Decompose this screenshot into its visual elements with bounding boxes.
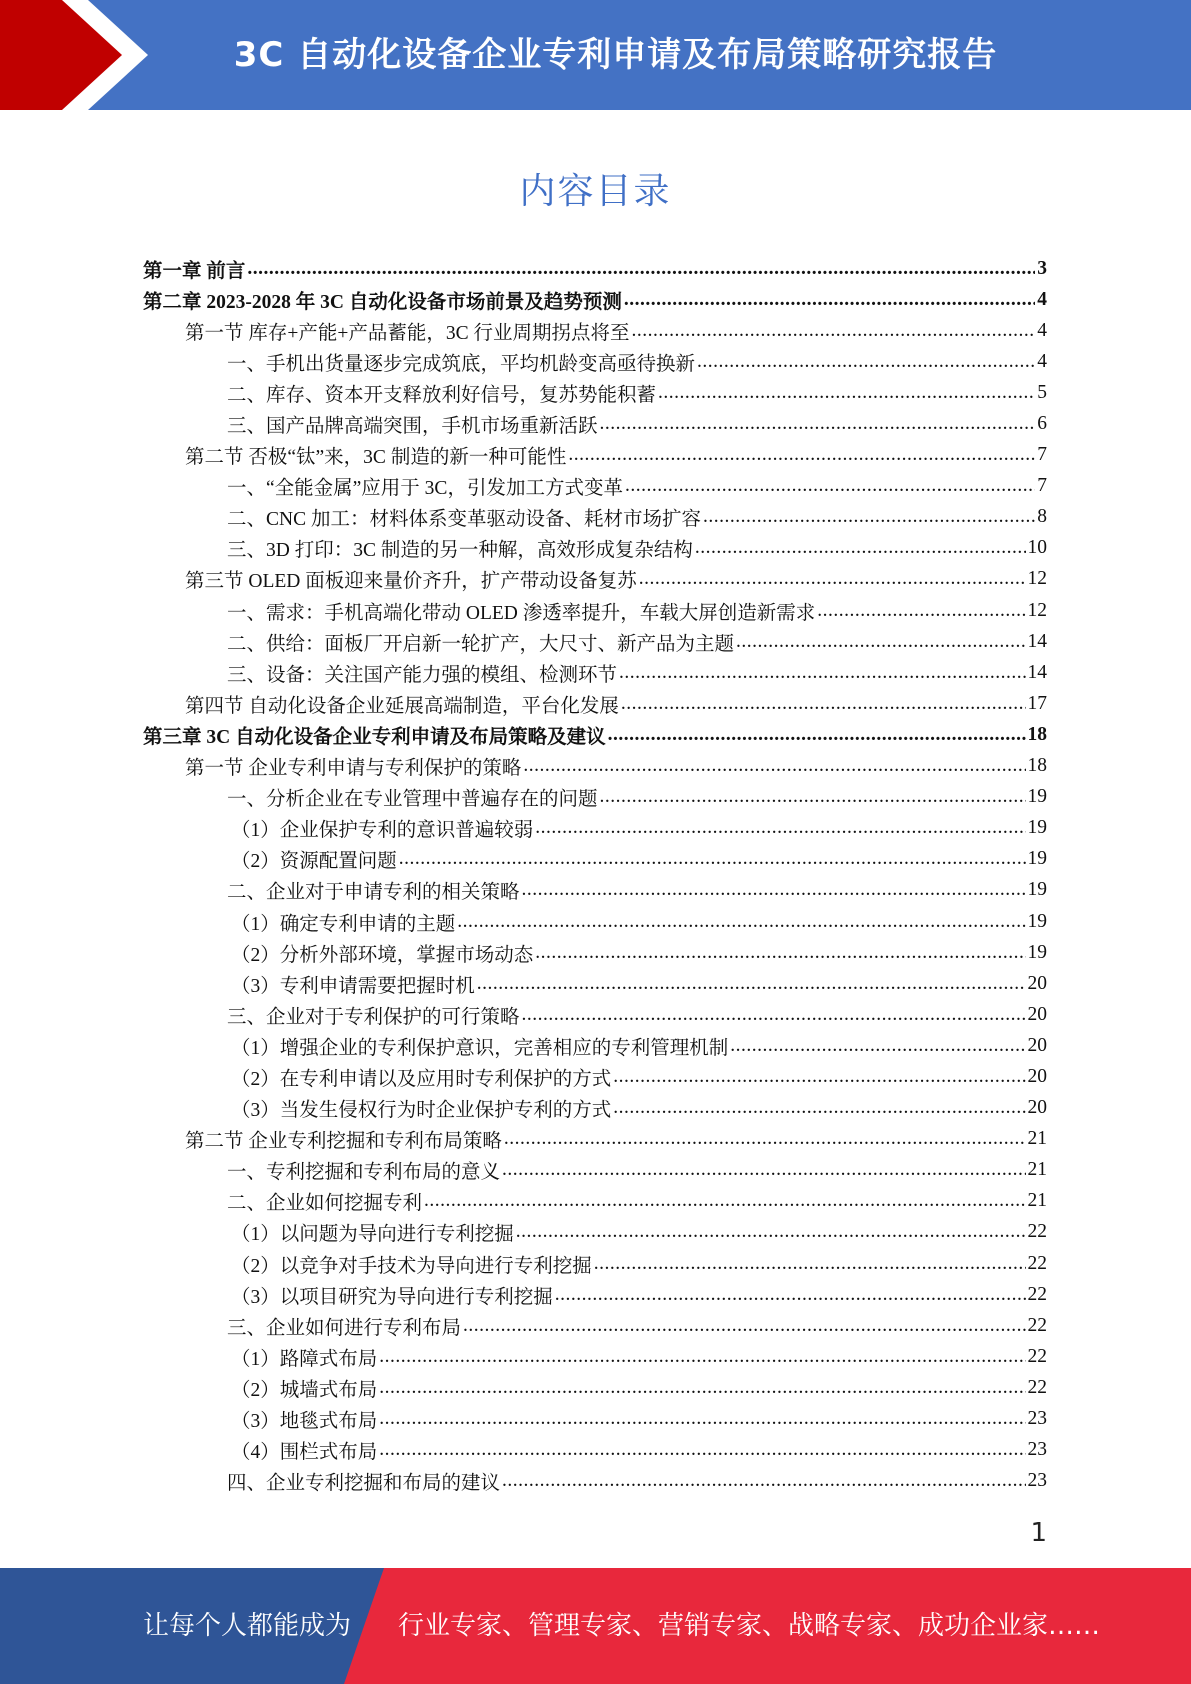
toc-entry-page: 21 xyxy=(1027,1128,1047,1150)
toc-dot-leader xyxy=(697,351,1035,373)
toc-dot-leader xyxy=(613,1066,1025,1088)
toc-entry-title: （4）围栏式布局 xyxy=(231,1442,378,1464)
toc-entry-page: 18 xyxy=(1027,755,1047,777)
toc-entry-title: 三、国产品牌高端突围，手机市场重新活跃 xyxy=(227,416,598,438)
toc-entry-title: 第一章 前言 xyxy=(143,260,246,282)
toc-entry[interactable] xyxy=(143,1403,1047,1434)
toc-entry-page: 19 xyxy=(1027,817,1047,839)
toc-entry-title: 第一节 企业专利申请与专利保护的策略 xyxy=(185,758,522,780)
toc-entry-title: 三、企业如何进行专利布局 xyxy=(227,1317,462,1339)
toc-entry[interactable] xyxy=(143,1061,1047,1092)
toc-dot-leader xyxy=(535,942,1025,964)
toc-entry[interactable] xyxy=(143,751,1047,782)
toc-entry-title: （1）增强企业的专利保护意识，完善相应的专利管理机制 xyxy=(231,1037,729,1059)
toc-entry-title: 第二节 否极“钛”来，3C 制造的新一种可能性 xyxy=(185,447,567,469)
toc-entry-page: 8 xyxy=(1037,506,1047,528)
toc-entry[interactable] xyxy=(143,782,1047,813)
toc-dot-leader xyxy=(424,1190,1025,1212)
toc-entry[interactable] xyxy=(143,1310,1047,1341)
toc-entry-page: 22 xyxy=(1027,1252,1047,1274)
toc-entry-title: 二、供给：面板厂开启新一轮扩产，大尺寸、新产品为主题 xyxy=(227,633,735,655)
toc-entry[interactable] xyxy=(143,315,1047,346)
toc-entry[interactable] xyxy=(143,968,1047,999)
toc-entry-page: 19 xyxy=(1027,879,1047,901)
toc-entry-title: 三、3D 打印：3C 制造的另一种解，高效形成复杂结构 xyxy=(227,540,693,562)
toc-entry-title: （3）当发生侵权行为时企业保护专利的方式 xyxy=(231,1100,612,1122)
toc-entry-page: 22 xyxy=(1027,1283,1047,1305)
toc-dot-leader xyxy=(379,1377,1025,1399)
toc-entry-title: 一、分析企业在专业管理中普遍存在的问题 xyxy=(227,789,598,811)
toc-entry[interactable] xyxy=(143,813,1047,844)
toc-entry[interactable] xyxy=(143,688,1047,719)
toc-dot-leader xyxy=(600,786,1026,808)
report-title: 3C 自动化设备企业专利申请及布局策略研究报告 xyxy=(233,35,998,75)
toc-entry-title: （2）分析外部环境，掌握市场动态 xyxy=(231,944,534,966)
toc-entry-title: （2）城墙式布局 xyxy=(231,1379,378,1401)
toc-dot-leader xyxy=(619,662,1025,684)
toc-entry[interactable] xyxy=(143,595,1047,626)
toc-entry-page: 22 xyxy=(1027,1345,1047,1367)
toc-entry[interactable] xyxy=(143,1186,1047,1217)
toc-entry[interactable] xyxy=(143,1372,1047,1403)
toc-entry-page: 7 xyxy=(1037,444,1047,466)
toc-entry-page: 18 xyxy=(1027,723,1047,745)
toc-entry-page: 20 xyxy=(1027,1003,1047,1025)
toc-entry-title: 四、企业专利挖掘和布局的建议 xyxy=(227,1473,501,1495)
toc-dot-leader xyxy=(502,1470,1025,1492)
toc-dot-leader xyxy=(504,1128,1026,1150)
toc-entry-title: 二、企业如何挖掘专利 xyxy=(227,1193,423,1215)
toc-entry[interactable] xyxy=(143,937,1047,968)
toc-entry-title: （3）地毯式布局 xyxy=(231,1411,378,1433)
toc-entry[interactable] xyxy=(143,1341,1047,1372)
toc-dot-leader xyxy=(379,1408,1025,1430)
toc-entry-title: 三、企业对于专利保护的可行策略 xyxy=(227,1006,520,1028)
toc-entry[interactable] xyxy=(143,844,1047,875)
toc-entry[interactable] xyxy=(143,1155,1047,1186)
toc-dot-leader xyxy=(817,600,1025,622)
toc-entry-title: 二、CNC 加工：材料体系变革驱动设备、耗材市场扩容 xyxy=(227,509,701,531)
toc-dot-leader xyxy=(555,1284,1026,1306)
toc-entry-page: 14 xyxy=(1027,661,1047,683)
toc-entry-title: （2）在专利申请以及应用时专利保护的方式 xyxy=(231,1068,612,1090)
toc-entry-title: （1）企业保护专利的意识普遍较弱 xyxy=(231,820,534,842)
toc-dot-leader xyxy=(379,1439,1025,1461)
toc-entry[interactable] xyxy=(143,999,1047,1030)
toc-entry-page: 19 xyxy=(1027,786,1047,808)
toc-entry-title: 第三节 OLED 面板迎来量价齐升，扩产带动设备复苏 xyxy=(185,571,637,593)
toc-entry-page: 12 xyxy=(1027,568,1047,590)
toc-entry-title: 第二节 企业专利挖掘和专利布局策略 xyxy=(185,1131,502,1153)
toc-dot-leader xyxy=(535,817,1025,839)
toc-dot-leader xyxy=(247,258,1035,280)
toc-entry-title: 一、需求：手机高端化带动 OLED 渗透率提升，车载大屏创造新需求 xyxy=(227,602,816,624)
toc-entry-page: 20 xyxy=(1027,1065,1047,1087)
toc-entry-page: 19 xyxy=(1027,910,1047,932)
toc-entry-page: 7 xyxy=(1037,475,1047,497)
toc-entry-page: 23 xyxy=(1027,1470,1047,1492)
toc-dot-leader xyxy=(621,693,1026,715)
toc-entry[interactable] xyxy=(143,1279,1047,1310)
toc-entry-page: 4 xyxy=(1037,350,1047,372)
toc-entry[interactable] xyxy=(143,440,1047,471)
footer-band xyxy=(0,1568,1191,1684)
toc-entry-title: 一、“全能金属”应用于 3C，引发加工方式变革 xyxy=(227,478,623,500)
toc-entry[interactable] xyxy=(143,875,1047,906)
toc-entry-title: （2）资源配置问题 xyxy=(231,851,397,873)
toc-entry-title: 第三章 3C 自动化设备企业专利申请及布局策略及建议 xyxy=(143,726,606,748)
toc-entry[interactable] xyxy=(143,284,1047,315)
toc-entry-title: 二、企业对于申请专利的相关策略 xyxy=(227,882,520,904)
toc-entry[interactable] xyxy=(143,408,1047,439)
toc-dot-leader xyxy=(639,568,1026,590)
header-band xyxy=(0,0,1191,110)
toc-entry-page: 20 xyxy=(1027,972,1047,994)
toc-dot-leader xyxy=(624,289,1035,311)
toc-dot-leader xyxy=(522,1004,1026,1026)
toc-entry-title: （2）以竞争对手技术为导向进行专利挖掘 xyxy=(231,1255,592,1277)
toc-dot-leader xyxy=(463,1315,1025,1337)
toc-dot-leader xyxy=(568,444,1035,466)
toc-dot-leader xyxy=(703,506,1035,528)
toc-dot-leader xyxy=(600,413,1036,435)
toc-entry-page: 3 xyxy=(1037,257,1047,279)
toc-dot-leader xyxy=(523,755,1025,777)
toc-dot-leader xyxy=(516,1221,1026,1243)
table-of-contents xyxy=(143,253,1047,1497)
toc-entry-page: 4 xyxy=(1037,319,1047,341)
toc-entry-page: 12 xyxy=(1027,599,1047,621)
toc-dot-leader xyxy=(502,1159,1025,1181)
toc-entry[interactable] xyxy=(143,253,1047,284)
toc-heading: 内容目录 xyxy=(519,171,672,212)
toc-entry-page: 10 xyxy=(1027,537,1047,559)
toc-dot-leader xyxy=(522,879,1026,901)
toc-entry[interactable] xyxy=(143,346,1047,377)
toc-entry[interactable] xyxy=(143,719,1047,750)
toc-entry[interactable] xyxy=(143,502,1047,533)
toc-entry-page: 22 xyxy=(1027,1221,1047,1243)
footer-slogan-right: 行业专家、管理专家、营销专家、战略专家、成功企业家…… xyxy=(398,1611,1101,1641)
toc-entry[interactable] xyxy=(143,906,1047,937)
footer-slogan-left: 让每个人都能成为 xyxy=(143,1611,352,1641)
toc-entry-page: 20 xyxy=(1027,1034,1047,1056)
toc-entry-page: 4 xyxy=(1037,288,1047,310)
toc-entry-page: 5 xyxy=(1037,381,1047,403)
toc-entry-page: 19 xyxy=(1027,848,1047,870)
toc-entry[interactable] xyxy=(143,377,1047,408)
toc-dot-leader xyxy=(399,848,1026,870)
toc-entry-title: 第一节 库存+产能+产品蓄能，3C 行业周期拐点将至 xyxy=(185,322,630,344)
toc-dot-leader xyxy=(379,1346,1025,1368)
toc-entry[interactable] xyxy=(143,1217,1047,1248)
toc-dot-leader xyxy=(736,631,1025,653)
toc-entry[interactable] xyxy=(143,1435,1047,1466)
toc-dot-leader xyxy=(695,537,1026,559)
toc-entry-title: （3）专利申请需要把握时机 xyxy=(231,975,475,997)
toc-dot-leader xyxy=(594,1253,1026,1275)
toc-dot-leader xyxy=(613,1097,1025,1119)
toc-entry-page: 20 xyxy=(1027,1097,1047,1119)
toc-entry-page: 6 xyxy=(1037,413,1047,435)
toc-entry-title: 一、手机出货量逐步完成筑底，平均机龄变高亟待换新 xyxy=(227,353,696,375)
toc-dot-leader xyxy=(608,724,1026,746)
toc-dot-leader xyxy=(730,1035,1025,1057)
toc-entry[interactable] xyxy=(143,533,1047,564)
toc-entry-page: 19 xyxy=(1027,941,1047,963)
toc-entry-title: （1）以问题为导向进行专利挖掘 xyxy=(231,1224,514,1246)
toc-entry-page: 22 xyxy=(1027,1314,1047,1336)
toc-dot-leader xyxy=(457,911,1025,933)
toc-entry-title: 一、专利挖掘和专利布局的意义 xyxy=(227,1162,501,1184)
toc-entry-page: 21 xyxy=(1027,1190,1047,1212)
toc-entry[interactable] xyxy=(143,1093,1047,1124)
toc-entry[interactable] xyxy=(143,564,1047,595)
toc-dot-leader xyxy=(625,475,1035,497)
toc-entry-title: （1）路障式布局 xyxy=(231,1348,378,1370)
toc-entry-page: 21 xyxy=(1027,1159,1047,1181)
toc-entry[interactable] xyxy=(143,657,1047,688)
toc-entry[interactable] xyxy=(143,1030,1047,1061)
toc-entry-page: 23 xyxy=(1027,1439,1047,1461)
toc-entry-title: 三、设备：关注国产能力强的模组、检测环节 xyxy=(227,664,618,686)
toc-entry[interactable] xyxy=(143,1466,1047,1497)
toc-entry-page: 14 xyxy=(1027,630,1047,652)
toc-entry-title: 第二章 2023-2028 年 3C 自动化设备市场前景及趋势预测 xyxy=(143,291,622,313)
toc-entry[interactable] xyxy=(143,471,1047,502)
toc-entry-title: 第四节 自动化设备企业延展高端制造，平台化发展 xyxy=(185,695,619,717)
toc-entry[interactable] xyxy=(143,1124,1047,1155)
toc-dot-leader xyxy=(658,382,1035,404)
toc-entry[interactable] xyxy=(143,626,1047,657)
toc-entry[interactable] xyxy=(143,1248,1047,1279)
toc-dot-leader xyxy=(477,973,1026,995)
toc-entry-page: 22 xyxy=(1027,1376,1047,1398)
toc-entry-title: 二、库存、资本开支释放利好信号，复苏势能积蓄 xyxy=(227,384,657,406)
toc-entry-title: （3）以项目研究为导向进行专利挖掘 xyxy=(231,1286,553,1308)
toc-entry-title: （1）确定专利申请的主题 xyxy=(231,913,456,935)
toc-entry-page: 23 xyxy=(1027,1408,1047,1430)
toc-dot-leader xyxy=(632,320,1036,342)
page-number: 1 xyxy=(1030,1518,1047,1548)
toc-entry-page: 17 xyxy=(1027,692,1047,714)
